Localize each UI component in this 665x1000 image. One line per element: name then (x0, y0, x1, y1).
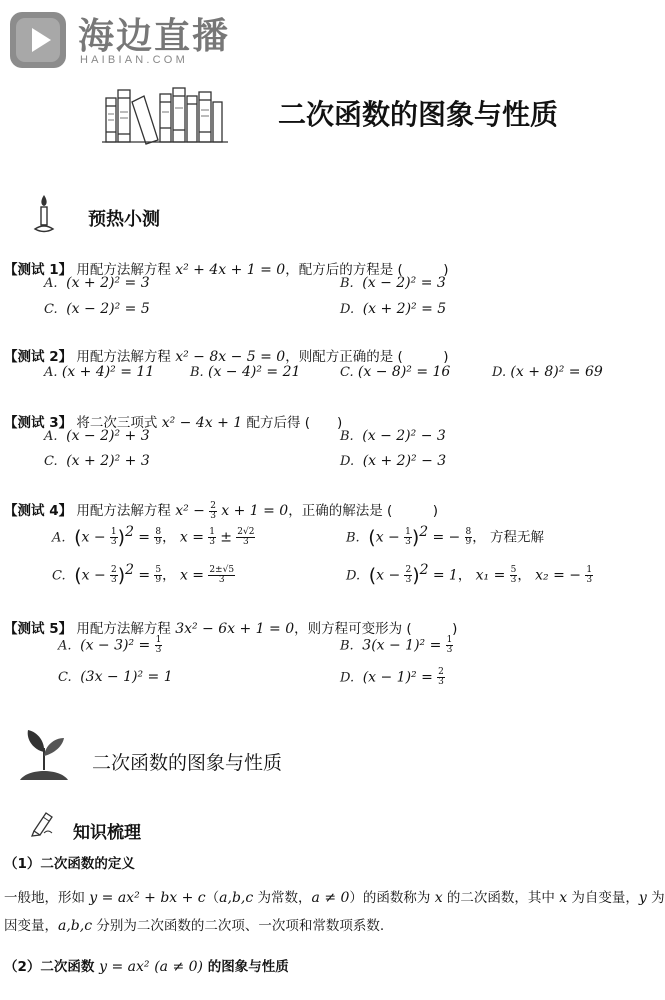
q4-label: 【测试 4】 (4, 503, 73, 519)
q5-equation: 3x² − 6x + 1 = 0 (175, 621, 295, 637)
q3-option-a: A. (x − 2)² + 3 (44, 428, 150, 444)
q5-stem (4, 617, 457, 637)
section-function-title: 二次函数的图象与性质 (92, 752, 283, 774)
q2-stem (4, 345, 449, 365)
q2-option-c: C. (x − 8)² = 16 (340, 364, 451, 380)
q3-option-c: C. (x + 2)² + 3 (44, 453, 150, 469)
subsection-definition: （1）二次函数的定义 (4, 856, 135, 872)
q1-equation: x² + 4x + 1 = 0 (175, 262, 286, 278)
q4-b-no-solution: 方程无解 (490, 529, 545, 546)
q4-option-d: D. (x − $\frac{2}{3}$ )$^2$ = 1， x₁ = $\frac{5}{3}$ ， x₂ = − $\frac{1}{3}$ (346, 562, 593, 587)
section-warmup-title: 预热小测 (88, 209, 160, 230)
q2-option-a: A. (x + 4)² = 11 (44, 364, 155, 380)
q3-suffix: 配方后得 ( ) (242, 415, 343, 431)
q1-option-b: B. (x − 2)² = 3 (340, 275, 446, 291)
q3-option-d: D. (x + 2)² − 3 (340, 453, 447, 469)
document-title: 二次函数的图象与性质 (278, 98, 559, 131)
q5-label: 【测试 5】 (4, 621, 73, 637)
q2-suffix: ，则配方正确的是 ( ) (285, 349, 449, 365)
q4-stem: 【测试 4】 用配方法解方程 x² − $\frac{2}{3}$ x + 1 = 0，正确的解法是 ( ) (4, 500, 439, 521)
q1-text: 用配方法解方程 (76, 262, 171, 278)
q3-text: 将二次三项式 (76, 415, 158, 431)
q1-option-c: C. (x − 2)² = 5 (44, 301, 150, 317)
subsection-graph-properties: （2）二次函数 y = ax² (a ≠ 0) 的图象与性质 (4, 959, 289, 975)
q5-option-c: C. (3x − 1)² = 1 (58, 669, 173, 685)
q1-suffix: ，配方后的方程是 ( ) (285, 262, 449, 278)
q4-suffix: ，正确的解法是 ( ) (288, 503, 439, 519)
q2-label: 【测试 2】 (4, 349, 73, 365)
q1-option-a: A. (x + 2)² = 3 (44, 275, 150, 291)
candle-icon (32, 193, 56, 235)
logo-english: HAIBIAN.COM (80, 54, 188, 66)
q4-option-a: A. (x − $\frac{1}{3}$ )$^2$ = $\frac{8}{9}$ ， x = $\frac{1}{3}$ ± $\frac{2√2}{3}$ (52, 524, 255, 549)
q1-label: 【测试 1】 (4, 262, 73, 278)
q3-label: 【测试 3】 (4, 415, 73, 431)
play-logo-icon (8, 10, 68, 70)
q2-equation: x² − 8x − 5 = 0 (175, 349, 286, 365)
books-icon (100, 84, 230, 146)
q1-option-d: D. (x + 2)² = 5 (340, 301, 447, 317)
q2-option-d: D. (x + 8)² = 69 (492, 364, 603, 380)
q3-option-b: B. (x − 2)² − 3 (340, 428, 446, 444)
q2-text: 用配方法解方程 (76, 349, 171, 365)
pen-icon (30, 809, 56, 837)
q5-option-a: A. (x − 3)² = $\frac{1}{3}$ (58, 635, 162, 655)
q5-option-d: D. (x − 1)² = $\frac{2}{3}$ (340, 667, 444, 687)
q5-suffix: ，则方程可变形为 ( ) (294, 621, 458, 637)
q2-option-b: B. (x − 4)² = 21 (190, 364, 301, 380)
q5-option-b: B. 3(x − 1)² = $\frac{1}{3}$ (340, 635, 453, 655)
q4-text: 用配方法解方程 (76, 503, 171, 519)
q4-option-c: C. (x − $\frac{2}{3}$ )$^2$ = $\frac{5}{9}$ ， x = $\frac{2\pm√5}{3}$ (52, 562, 235, 587)
q3-equation: x² − 4x + 1 (161, 415, 243, 431)
q5-text: 用配方法解方程 (76, 621, 171, 637)
q4-option-b: B. (x − $\frac{1}{3}$ )$^2$ = − $\frac{8}{9}$ ， 方程无解 (346, 524, 545, 549)
sprout-icon (18, 726, 70, 784)
definition-paragraph: 一般地，形如 y = ax² + bx + c（a,b,c 为常数，a ≠ 0）的函数称为 x 的二次函数，其中 x 为自变量，y 为 因变量，a,b,c 分别为二次函数的二次项、一次项和常数项系数. (4, 890, 665, 934)
logo-chinese: 海边直播 (78, 16, 231, 57)
section-knowledge-title: 知识梳理 (73, 823, 141, 843)
